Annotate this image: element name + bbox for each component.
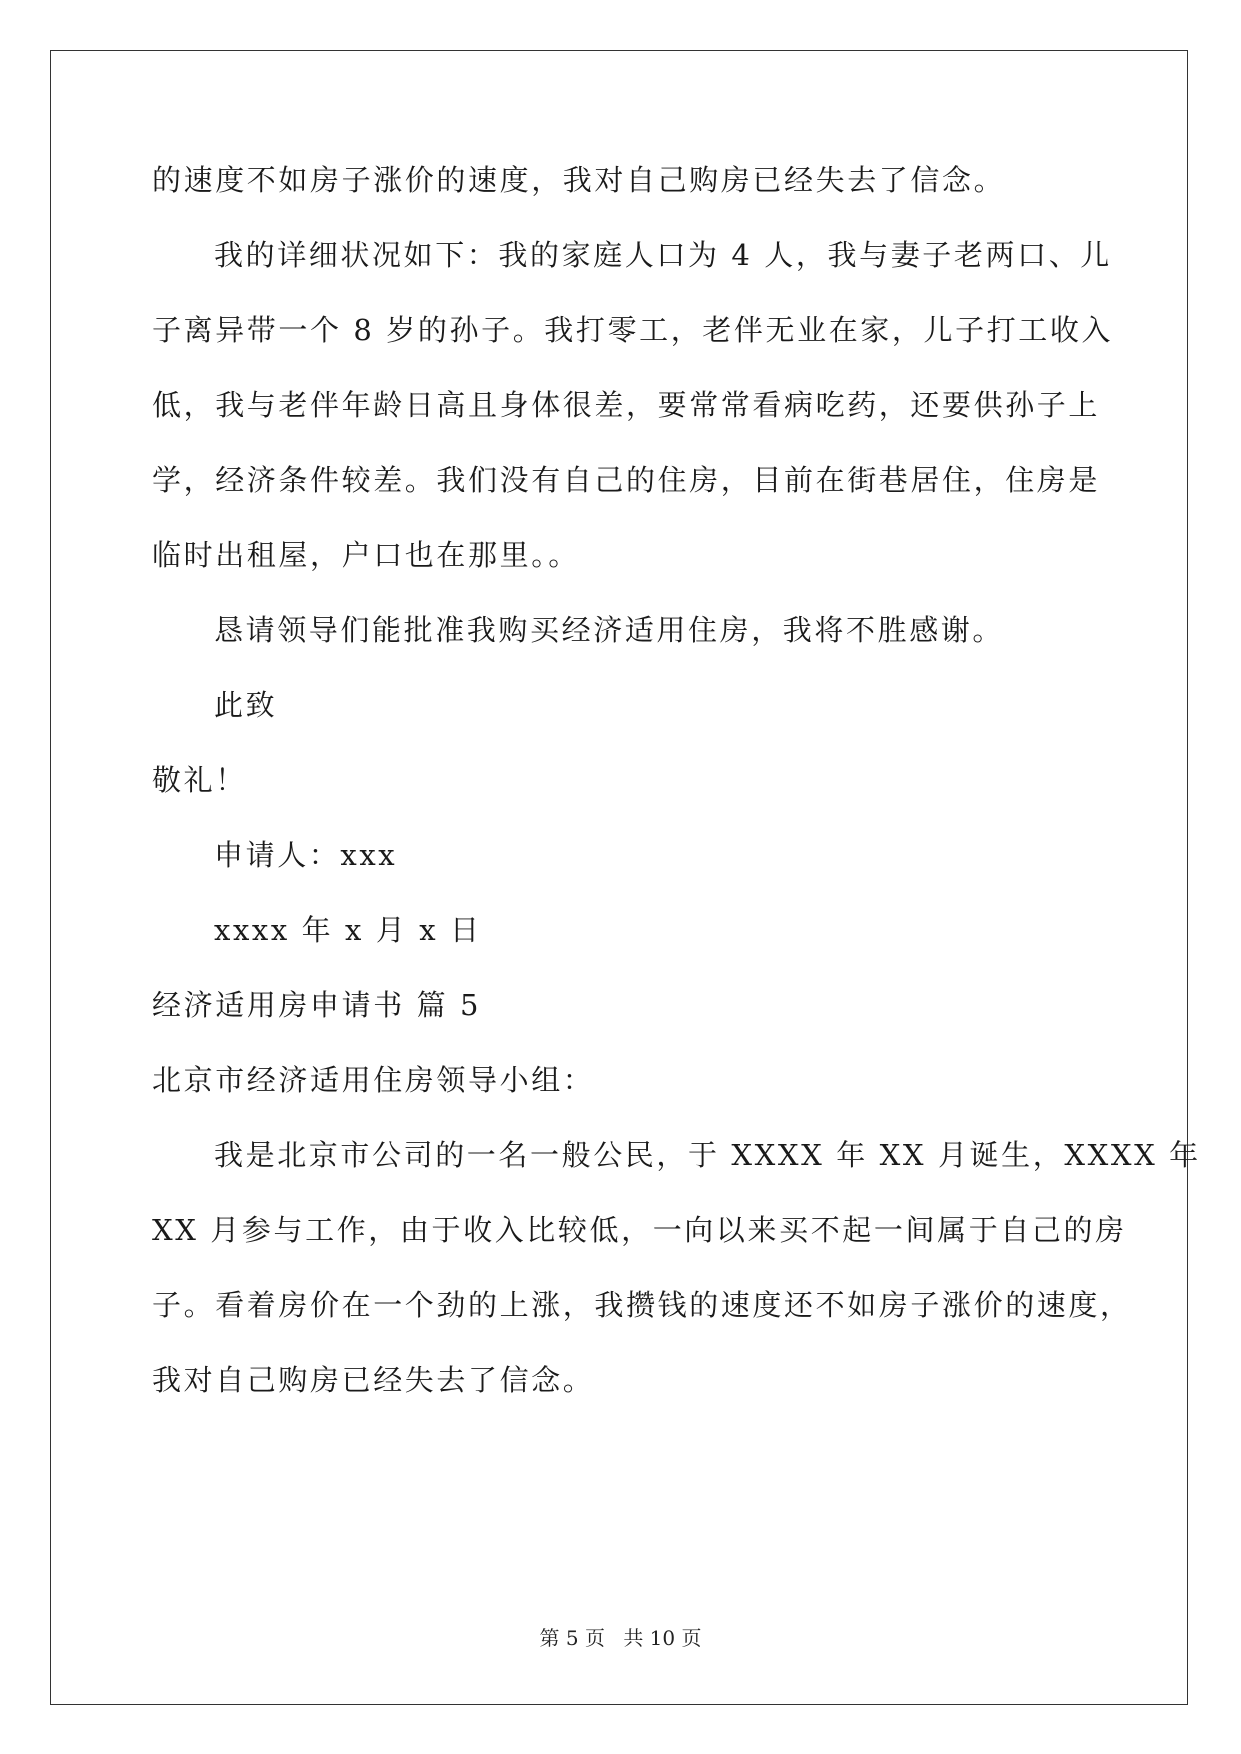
applicant-signature: 申请人：xxx bbox=[214, 838, 398, 872]
text-line: 子离异带一个 8 岁的孙子。我打零工，老伴无业在家，儿子打工收入 bbox=[152, 313, 1114, 347]
text-line: 的速度不如房子涨价的速度，我对自己购房已经失去了信念。 bbox=[152, 163, 1006, 197]
closing-salutation: 此致 bbox=[214, 688, 278, 722]
paragraph-intro: 我是北京市公司的一名一般公民，于 XXXX 年 XX 月诞生，XXXX 年 bbox=[214, 1138, 1201, 1172]
text-line: 低，我与老伴年龄日高且身体很差，要常常看病吃药，还要供孙子上 bbox=[152, 388, 1101, 422]
page-footer bbox=[0, 1622, 1241, 1651]
text-line: XX 月参与工作，由于收入比较低，一向以来买不起一间属于自己的房 bbox=[152, 1213, 1127, 1247]
page-total: 共 10 页 bbox=[623, 1626, 702, 1650]
signature-date: xxxx 年 x 月 x 日 bbox=[214, 913, 482, 947]
text-line: 学，经济条件较差。我们没有自己的住房，目前在街巷居住，住房是 bbox=[152, 463, 1101, 497]
closing-regards: 敬礼！ bbox=[152, 763, 247, 797]
section-heading: 经济适用房申请书 篇 5 bbox=[152, 988, 482, 1022]
text-line: 临时出租屋，户口也在那里。。 bbox=[152, 538, 580, 572]
page-number: 第 5 页 bbox=[539, 1626, 605, 1650]
paragraph-details: 我的详细状况如下：我的家庭人口为 4 人，我与妻子老两口、儿 bbox=[214, 238, 1112, 272]
page-border bbox=[50, 50, 1188, 1705]
paragraph-request: 恳请领导们能批准我购买经济适用住房，我将不胜感谢。 bbox=[214, 613, 1005, 647]
addressee: 北京市经济适用住房领导小组： bbox=[152, 1063, 595, 1097]
text-line: 我对自己购房已经失去了信念。 bbox=[152, 1363, 595, 1397]
text-line: 子。看着房价在一个劲的上涨，我攒钱的速度还不如房子涨价的速度， bbox=[152, 1288, 1132, 1322]
